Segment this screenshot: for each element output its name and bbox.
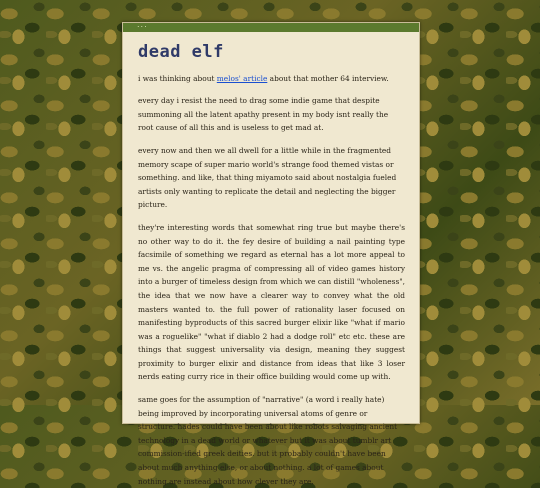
paragraph-4: they're interesting words that somewhat ring true but maybe there's no other way to do it. the fey desire of building a nail painting type facsimile of something we regard as eternal has a lot more appeal to me vs. the angelic pragma of compressing all of video games history into a burger of timeless design from which we can distill "wholeness", the idea that we now have a clearer way to convey what the old masters wanted to. the full power of rationality laser focused on manifesting byproducts of this sacred burger elixir like "what if mario was a roguelike" "what if diablo 2 had a dodge roll" etc etc. these are things that suggest universality via design, meaning they suggest proximity to burger elixir and distance from ideas that like 3 loser nerds eating curry rice in their office building would come up with. (138, 222, 405, 382)
melos-article-link[interactable]: melos' article (216, 73, 268, 83)
top-bar-dots: ... (137, 20, 148, 29)
paragraph-1-before: i was thinking about (138, 73, 217, 83)
top-bar (123, 20, 419, 32)
paragraph-3: every now and then we all dwell for a little while in the fragmented memory scape of super mario world's strange food themed vistas or something. and like, that thing miyamoto said about nostalgia fueled artists only wanting to replicate the detail and neglecting the bigger picture. (138, 145, 397, 210)
paragraph-1-after: about that mother 64 interview. (267, 73, 389, 83)
post-content (123, 32, 419, 488)
blog-post-card (122, 20, 420, 486)
post-title: dead elf (138, 42, 224, 62)
paragraph-2: every day i resist the need to drag some indie game that despite summoning all the latent apathy present in my body isnt really the root cause of all this and is useless to get mad at. (138, 96, 389, 133)
paragraph-1 (138, 72, 405, 86)
paragraph-5: same goes for the assumption of "narrative" (a word i really hate) being improved by incorporating universal atoms of genre or structure. hades could have been about like robots salvaging ancient technology in a dead world or whatever but it was about tumblr art commission-ified greek deities. but it probably couldn't have been about much anything else, or about nothing. a lot of games about nothing are instead about how clever they are. (138, 395, 398, 486)
